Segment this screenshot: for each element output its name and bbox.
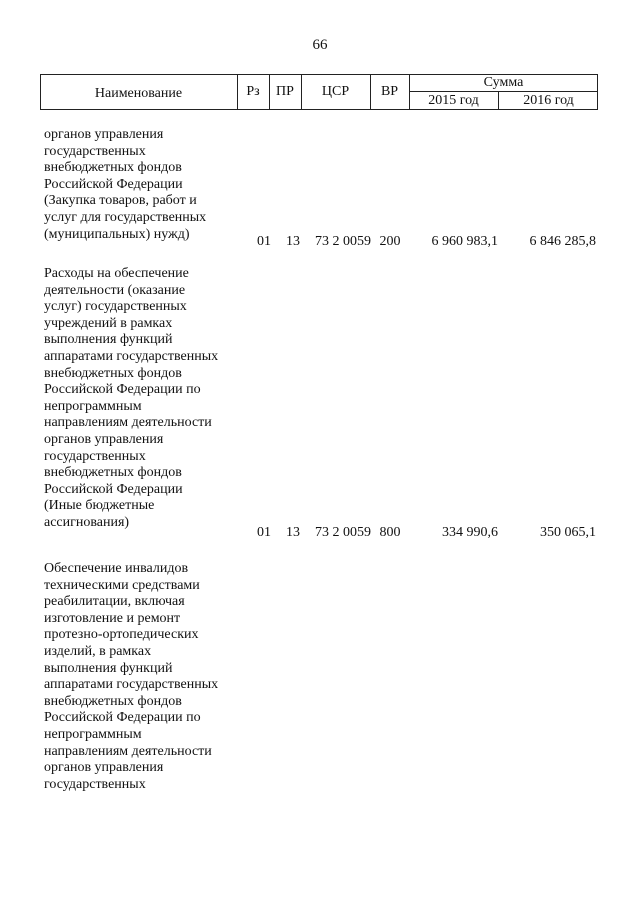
table-row: [40, 127, 600, 247]
row-vr: 800: [379, 525, 401, 540]
row-rz: 01: [257, 525, 271, 540]
page-number: 66: [312, 37, 328, 53]
header-rz: Рз: [246, 84, 260, 99]
header-sum: Сумма: [483, 74, 524, 90]
header-name: Наименование: [94, 86, 183, 101]
header-csr: ЦСР: [321, 84, 350, 99]
row-sum-2016: 350 065,1: [540, 525, 596, 540]
table-header: [40, 74, 598, 110]
header-year-2016: 2016 год: [523, 92, 574, 108]
row-pr: 13: [286, 525, 300, 540]
row-csr: 73 2 0059: [315, 234, 371, 249]
row-name: Расходы на обеспечение деятельности (оказание услуг) государственных учреждений в рамках выполнения функций аппаратами государственных внебюджетных фондов Российской Федерации по непрограммным направлениям деятельности органов управления государственных внебюджетных фондов Российской Федерации (Иные бюджетные ассигнования): [44, 266, 219, 530]
row-name: Обеспечение инвалидов техническими средствами реабилитации, включая изготовление и ремонт протезно-ортопедических изделий, в рамках выполнения функций аппаратами государственных внебюджетных фондов Российской Федерации по непрограммным направлениям деятельности органов управления государственных: [44, 561, 219, 792]
row-sum-2015: 334 990,6: [442, 525, 498, 540]
table-row: [40, 266, 600, 546]
row-sum-2015: 6 960 983,1: [431, 234, 498, 249]
row-rz: 01: [257, 234, 271, 249]
header-pr: ПР: [276, 84, 294, 99]
row-name: органов управления государственных внебюджетных фондов Российской Федерации (Закупка товаров, работ и услуг для государственных (муниципальных) нужд): [44, 127, 207, 242]
row-csr: 73 2 0059: [315, 525, 371, 540]
header-year-2015: 2015 год: [428, 92, 479, 108]
row-sum-2016: 6 846 285,8: [529, 234, 596, 249]
header-vr: ВР: [380, 84, 399, 99]
table-row: [40, 561, 600, 801]
row-pr: 13: [286, 234, 300, 249]
row-vr: 200: [379, 234, 401, 249]
